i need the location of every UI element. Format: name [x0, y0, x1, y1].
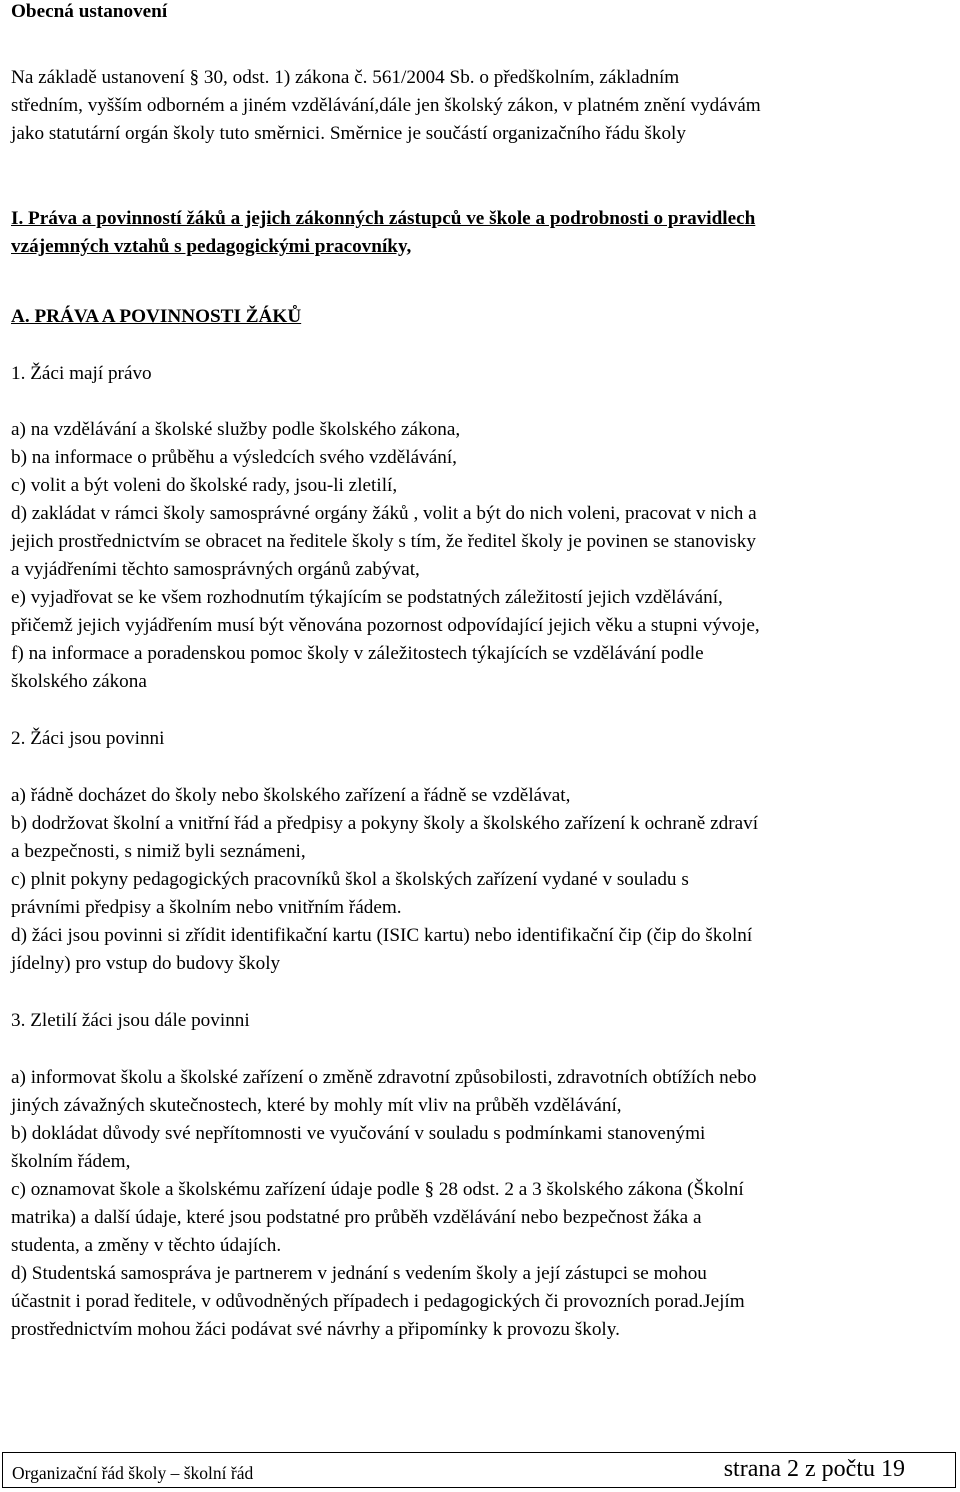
- list-line: d) Studentská samospráva je partnerem v jednání s vedením školy a její zástupci se mohou: [11, 1263, 707, 1284]
- list-line: jejich prostřednictvím se obracet na ředitele školy s tím, že ředitel školy je povinen se stanovisky: [11, 531, 756, 552]
- list-line: f) na informace a poradenskou pomoc školy v záležitostech týkajících se vzdělávání podle: [11, 643, 704, 664]
- list-line: právními předpisy a školním nebo vnitřním řádem.: [11, 897, 402, 918]
- document-title: Obecná ustanovení: [11, 1, 168, 22]
- list-line: a) řádně docházet do školy nebo školského zařízení a řádně se vzdělávat,: [11, 785, 571, 806]
- intro-line: středním, vyšším odborném a jiném vzdělávání,dále jen školský zákon, v platném znění vydávám: [11, 95, 761, 116]
- list-line: studenta, a změny v těchto údajích.: [11, 1235, 282, 1256]
- page-footer: [2, 1452, 956, 1488]
- list-line: přičemž jejich vyjádřením musí být věnována pozornost odpovídající jejich věku a stupni vývoje,: [11, 615, 760, 636]
- list-line: d) zakládat v rámci školy samosprávné orgány žáků , volit a být do nich voleni, pracovat v nich a: [11, 503, 757, 524]
- paragraph-title: 2. Žáci jsou povinni: [11, 728, 165, 749]
- list-line: účastnit i porad ředitele, v odůvodněných případech i pedagogických či provozních porad.Jejím: [11, 1291, 745, 1312]
- footer-document-name: Organizační řád školy – školní řád: [12, 1463, 254, 1483]
- intro-line: Na základě ustanovení § 30, odst. 1) zákona č. 561/2004 Sb. o předškolním, základním: [11, 67, 680, 88]
- list-line: matrika) a další údaje, které jsou podstatné pro průběh vzdělávání nebo bezpečnost žáka a: [11, 1207, 702, 1228]
- list-line: školského zákona: [11, 671, 147, 692]
- list-line: e) vyjadřovat se ke všem rozhodnutím týkajícím se podstatných záležitostí jejich vzdělávání,: [11, 587, 723, 608]
- list-line: b) dokládat důvody své nepřítomnosti ve vyučování v souladu s podmínkami stanovenými: [11, 1123, 706, 1144]
- list-line: c) plnit pokyny pedagogických pracovníků škol a školských zařízení vydané v souladu s: [11, 869, 689, 890]
- list-line: a) informovat školu a školské zařízení o změně zdravotní způsobilosti, zdravotních obtížích nebo: [11, 1067, 757, 1088]
- list-line: b) dodržovat školní a vnitřní řád a předpisy a pokyny školy a školského zařízení k ochraně zdraví: [11, 813, 759, 834]
- paragraph-title: 3. Zletilí žáci jsou dále povinni: [11, 1010, 250, 1031]
- section-heading-line: vzájemných vztahů s pedagogickými pracovníky,: [11, 236, 412, 257]
- list-line: prostřednictvím mohou žáci podávat své návrhy a připomínky k provozu školy.: [11, 1319, 620, 1340]
- list-line: c) oznamovat škole a školskému zařízení údaje podle § 28 odst. 2 a 3 školského zákona (Školní: [11, 1179, 744, 1200]
- list-line: d) žáci jsou povinni si zřídit identifikační kartu (ISIC kartu) nebo identifikační čip (čip do školní: [11, 925, 753, 946]
- list-line: a) na vzdělávání a školské služby podle školského zákona,: [11, 419, 461, 440]
- subsection-heading: A. PRÁVA A POVINNOSTI ŽÁKŮ: [11, 306, 302, 327]
- list-line: a vyjádřeními těchto samosprávných orgánů zabývat,: [11, 559, 420, 580]
- list-line: jiných závažných skutečnostech, které by mohly mít vliv na průběh vzdělávání,: [11, 1095, 622, 1116]
- section-heading-line: I. Práva a povinností žáků a jejich zákonných zástupců ve škole a podrobnosti o pravidlech: [11, 208, 756, 229]
- list-line: a bezpečnosti, s nimiž byli seznámeni,: [11, 841, 306, 862]
- list-line: školním řádem,: [11, 1151, 131, 1172]
- paragraph-title: 1. Žáci mají právo: [11, 363, 152, 384]
- footer-page-number: strana 2 z počtu 19: [723, 1456, 905, 1482]
- intro-line: jako statutární orgán školy tuto směrnici. Směrnice je součástí organizačního řádu školy: [11, 123, 686, 144]
- list-line: c) volit a být voleni do školské rady, jsou-li zletilí,: [11, 475, 398, 496]
- list-line: jídelny) pro vstup do budovy školy: [11, 953, 281, 974]
- list-line: b) na informace o průběhu a výsledcích svého vzdělávání,: [11, 447, 457, 468]
